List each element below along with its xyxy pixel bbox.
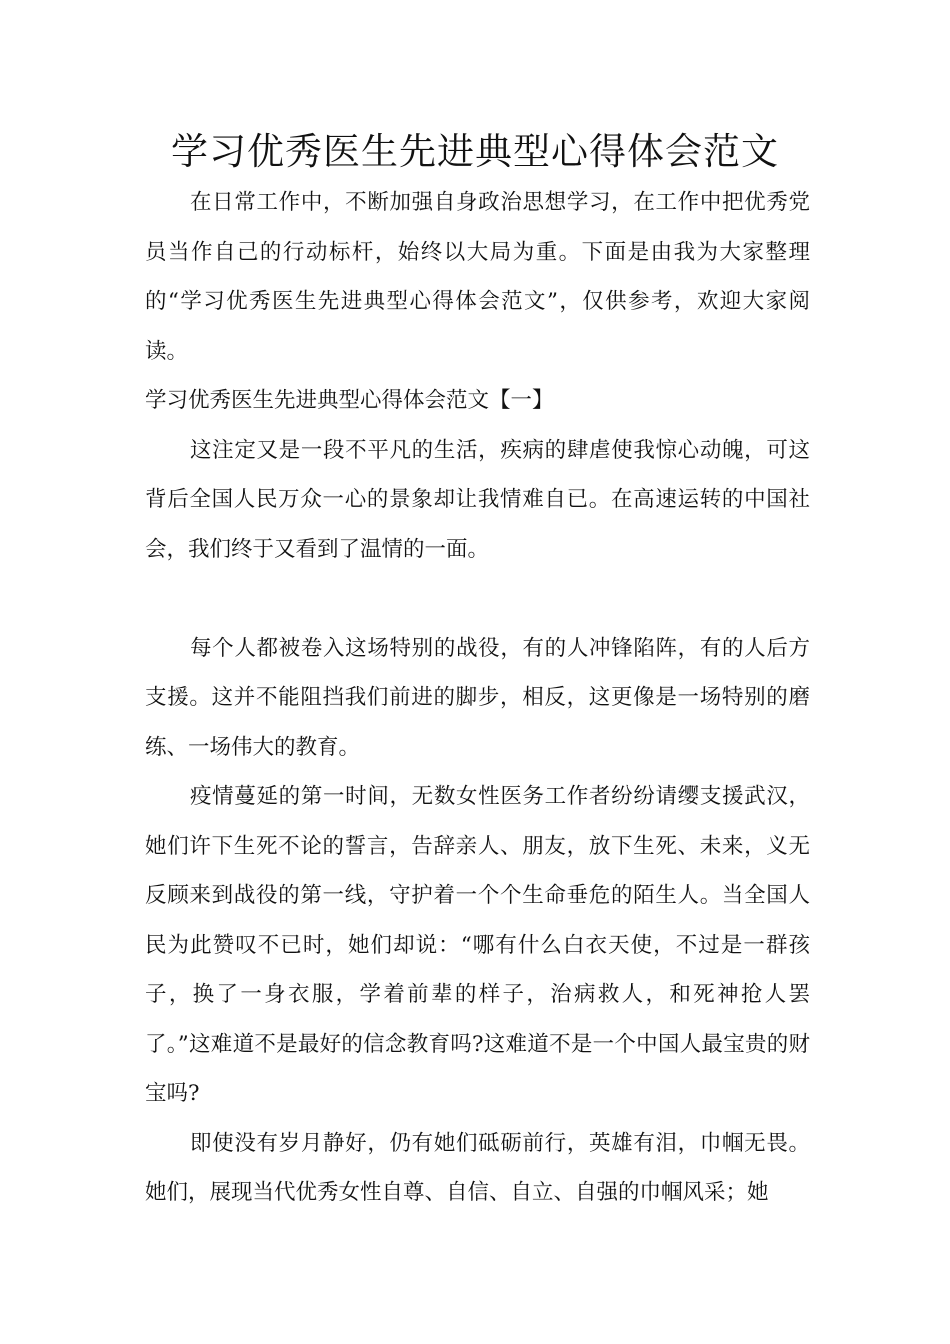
body-paragraph-2: 每个人都被卷入这场特别的战役，有的人冲锋陷阵，有的人后方支援。这并不能阻挡我们前进的脚步，相反，这更像是一场特别的磨练、一场伟大的教育。: [145, 635, 810, 760]
document-title: 学习优秀医生先进典型心得体会范文: [171, 130, 779, 173]
section-heading: 学习优秀医生先进典型心得体会范文【一】: [145, 388, 554, 413]
body-paragraph-1: 这注定又是一段不平凡的生活，疾病的肆虐使我惊心动魄，可这背后全国人民万众一心的景象却让我情难自已。在高速运转的中国社会，我们终于又看到了温情的一面。: [145, 437, 810, 562]
intro-paragraph: 在日常工作中，不断加强自身政治思想学习，在工作中把优秀党员当作自己的行动标杆，始终以大局为重。下面是由我为大家整理的“学习优秀医生先进典型心得体会范文”，仅供参考，欢迎大家阅读。: [145, 190, 810, 364]
body-paragraph-3: 疫情蔓延的第一时间，无数女性医务工作者纷纷请缨支援武汉，她们许下生死不论的誓言，告辞亲人、朋友，放下生死、未来，义无反顾来到战役的第一线，守护着一个个生命垂危的陌生人。当全国人民为此赞叹不已时，她们却说：“哪有什么白衣天使，不过是一群孩子，换了一身衣服，学着前辈的样子，治病救人，和死神抢人罢了。”这难道不是最好的信念教育吗?这难道不是一个中国人最宝贵的财宝吗?: [145, 784, 810, 1106]
document-body: [145, 178, 810, 1218]
paragraph-gap: [145, 574, 810, 624]
body-paragraph-4: 即使没有岁月静好，仍有她们砥砺前行，英雄有泪，巾帼无畏。她们，展现当代优秀女性自尊、自信、自立、自强的巾帼风采；她: [145, 1130, 810, 1205]
